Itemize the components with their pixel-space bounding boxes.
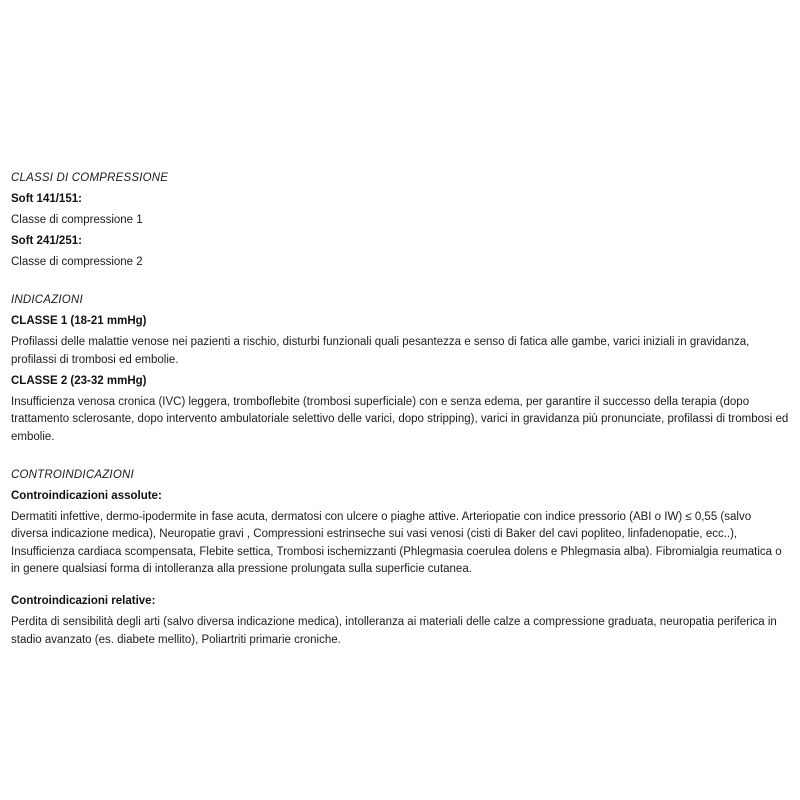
product-description-content bbox=[11, 170, 789, 653]
compression-classes-heading: CLASSI DI COMPRESSIONE bbox=[11, 172, 169, 184]
indications-heading: INDICAZIONI bbox=[11, 294, 83, 306]
absolute-contraindications-title: Controindicazioni assolute: bbox=[11, 489, 162, 502]
compression-class-label-soft-241-251: Soft 241/251: bbox=[11, 235, 82, 247]
indication-class-2-title: CLASSE 2 (23-32 mmHg) bbox=[11, 374, 147, 387]
compression-class-value-soft-241-251: Classe di compressione 2 bbox=[11, 256, 143, 268]
contraindications-heading: CONTROINDICAZIONI bbox=[11, 468, 134, 481]
absolute-contraindications-description: Dermatiti infettive, dermo-ipodermite in fase acuta, dermatosi con ulcere o piaghe attive. Arteriopatie con indice pressorio (ABI o IW) ≤ 0,55 (salvo diversa indicazione medica), Neuropatie gravi , Compressioni estrinseche sui vasi venosi (cisti di Baker del cavi popliteo, linfadenopatie, ecc..), Insufficienza cardiaca scompensata, Flebite settica, Trombosi ischemizzanti (Phlegmasia coerulea dolens e Phlegmasia alba). Fibromialgia reumatica o in genere qualsiasi forma di intolleranza alla pressione prolungata sulla superficie cutanea. bbox=[11, 510, 782, 575]
paragraph-gap bbox=[11, 582, 789, 593]
compression-class-value-soft-141-151: Classe di compressione 1 bbox=[11, 214, 143, 226]
indication-class-1-title: CLASSE 1 (18-21 mmHg) bbox=[11, 315, 147, 327]
section-divider-gap bbox=[11, 450, 789, 467]
indication-class-2-description: Insufficienza venosa cronica (IVC) leggera, tromboflebite (trombosi superficiale) con e senza edema, per garantire il successo della terapia (dopo trattamento sclerosante, dopo intervento ambulatoriale selettivo delle varici, dopo stripping), varici in gravidanza più pronunciate, profilassi di trombosi ed embolie. bbox=[11, 395, 789, 443]
compression-class-label-soft-141-151: Soft 141/151: bbox=[11, 193, 82, 205]
indication-class-1-description: Profilassi delle malattie venose nei pazienti a rischio, disturbi funzionali quali pesantezza e senso di fatica alle gambe, varici iniziali in gravidanza, profilassi di trombosi ed embolie. bbox=[11, 336, 750, 366]
relative-contraindications-title: Controindicazioni relative: bbox=[11, 595, 156, 607]
section-divider-gap bbox=[11, 275, 789, 292]
relative-contraindications-description: Perdita di sensibilità degli arti (salvo diversa indicazione medica), intolleranza ai materiali delle calze a compressione graduata, neuropatia periferica in stadio avanzato (es. diabete mellito), Poliartriti primarie croniche. bbox=[11, 616, 777, 646]
